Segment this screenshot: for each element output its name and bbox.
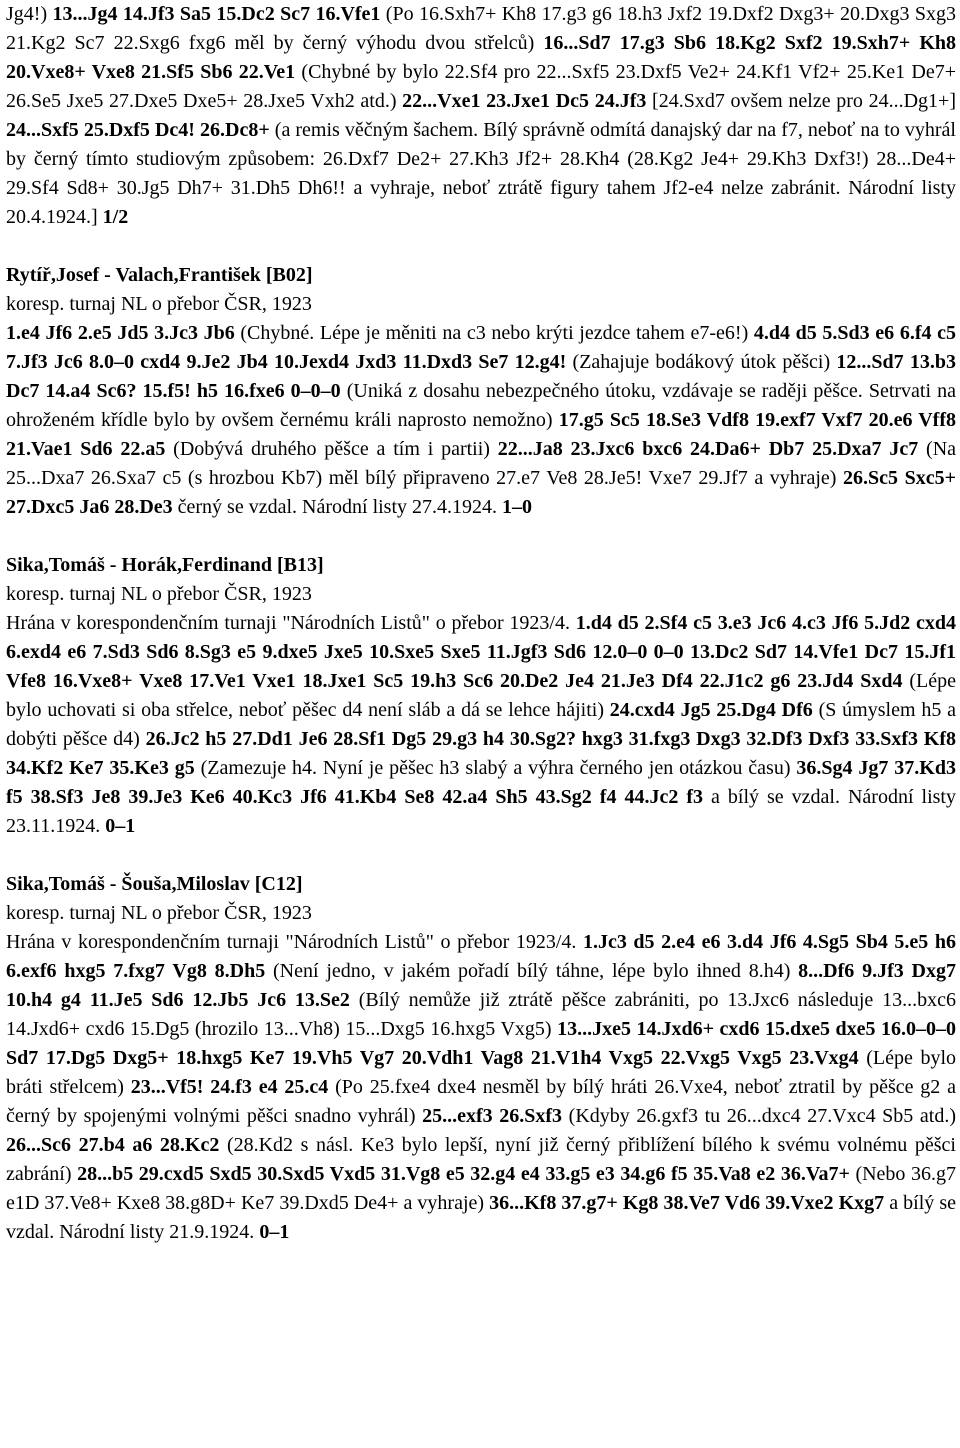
annotation-text: (S úmyslem h5 a dobýti pěšce d4)	[6, 699, 957, 750]
move-sequence: 26.Sc5 Sxc5+ 27.Dxc5 Ja6 28.De3	[6, 467, 956, 518]
move-sequence: 25...exf3 26.Sxf3	[422, 1105, 563, 1127]
game-1-moves	[6, 0, 956, 232]
document-page	[6, 0, 956, 1247]
annotation-text: Hrána v korespondenčním turnaji "Národních Listů" o přebor 1923/4.	[6, 931, 583, 953]
annotation-text: (Chybné. Lépe je měniti na c3 nebo krýti jezdce tahem e7-e6!)	[234, 322, 754, 344]
move-sequence: 17.g5 Sc5 18.Se3 Vdf8 19.exf7 Vxf7 20.e6 Vff8 21.Vae1 Sd6 22.a5	[6, 409, 956, 460]
annotation-text: a bílý se vzdal. Národní listy 21.9.1924.	[6, 1192, 956, 1243]
move-sequence: 0–1	[259, 1221, 290, 1243]
move-sequence: 0–1	[105, 815, 136, 837]
annotation-text: (Zamezuje h4. Nyní je pěšec h3 slabý a výhra černého jen otázkou času)	[194, 757, 797, 779]
game-3-moves	[6, 609, 956, 841]
game-3-event: koresp. turnaj NL o přebor ČSR, 1923	[6, 583, 312, 605]
move-sequence: 28...b5 29.cxd5 Sxd5 30.Sxd5 Vxd5 31.Vg8 e5 32.g4 e4 33.g5 e3 34.g6 f5 35.Va8 e2 36.Va7+	[77, 1163, 850, 1185]
game-2-title: Rytíř,Josef - Valach,František [B02]	[6, 264, 313, 286]
move-sequence: 13...Jxe5 14.Jxd6+ cxd6 15.dxe5 dxe5 16.0–0–0 Sd7 17.Dg5 Dxg5+ 18.hxg5 Ke7 19.Vh5 Vg7 20.Vdh1 Vag8 21.V1h4 Vxg5 22.Vxg5 Vxg5 23.Vxg4	[6, 1018, 957, 1069]
annotation-text: a bílý se vzdal. Národní listy 23.11.1924.	[6, 786, 956, 837]
move-sequence: 1.e4 Jf6 2.e5 Jd5 3.Jc3 Jb6	[6, 322, 235, 344]
annotation-text: (Uniká z dosahu nebezpečného útoku, vzdávaje se raději pěšce. Setrvati na ohroženém křídle bylo by ovšem černému králi naprosto nemožno)	[6, 380, 956, 431]
annotation-text: Jg4!)	[6, 3, 53, 25]
annotation-text: (Není jedno, v jakém pořadí bílý táhne, lépe bylo ihned 8.h4)	[265, 960, 799, 982]
annotation-text: (Nebo 36.g7 e1D 37.Ve8+ Kxe8 38.g8D+ Ke7 39.Dxd5 De4+ a vyhraje)	[6, 1163, 957, 1214]
annotation-text: (a remis věčným šachem. Bílý správně odmítá danajský dar na f7, neboť na to vyhrál by černý tímto studiovým způsobem: 26.Dxf7 De2+ 27.Kh3 Jf2+ 28.Kh4 (28.Kg2 Je4+ 29.Kh3 Dxf3!) 28...De4+ 29.Sf4 Sd8+ 30.Jg5 Dh7+ 31.Dh5 Dh6!! a vyhraje, neboť ztrátě figury tahem Jf2-e4 nelze zabránit. Národní listy 20.4.1924.]	[6, 119, 956, 228]
game-4-event: koresp. turnaj NL o přebor ČSR, 1923	[6, 902, 312, 924]
annotation-text: (Kdyby 26.gxf3 tu 26...dxc4 27.Vxc4 Sb5 atd.)	[562, 1105, 957, 1127]
move-sequence: 26...Sc6 27.b4 a6 28.Kc2	[6, 1134, 220, 1156]
move-sequence: 1.d4 d5 2.Sf4 c5 3.e3 Jc6 4.c3 Jf6 5.Jd2 cxd4 6.exd4 e6 7.Sd3 Sd6 8.Sg3 e5 9.dxe5 Jxe5 10.Sxe5 Sxe5 11.Jgf3 Sd6 12.0–0 0–0 13.Dc2 Sd7 14.Vfe1 Dc7 15.Jf1 Vfe8 16.Vxe8+ Vxe8 17.Ve1 Vxe1 18.Jxe1 Sc5 19.h3 Sc6 20.De2 Je4 21.Je3 Df4 22.J1c2 g6 23.Jd4 Sxd4	[6, 612, 956, 692]
annotation-text: (Lépe bylo bráti střelcem)	[6, 1047, 956, 1098]
move-sequence: 26.Jc2 h5 27.Dd1 Je6 28.Sf1 Dg5 29.g3 h4 30.Sg2? hxg3 31.fxg3 Dxg3 32.Df3 Dxf3 33.Sxf3 Kf8 34.Kf2 Ke7 35.Ke3 g5	[6, 728, 957, 779]
annotation-text: (Po 25.fxe4 dxe4 nesměl by bílý hráti 26.Vxe4, neboť ztratil by pěšce g2 a černý by spojenými volnými pěšci snadno vyhrál)	[6, 1076, 956, 1127]
move-sequence: 1/2	[102, 206, 129, 228]
move-sequence: 16...Sd7 17.g3 Sb6 18.Kg2 Sxf2 19.Sxh7+ Kh8 20.Vxe8+ Vxe8 21.Sf5 Sb6 22.Ve1	[6, 32, 956, 83]
annotation-text: (Na 25...Dxa7 26.Sxa7 c5 (s hrozbou Kb7) měl bílý připraveno 27.e7 Ve8 28.Je5! Vxe7 29.Jf7 a vyhraje)	[6, 438, 957, 489]
spacer	[6, 841, 956, 870]
move-sequence: 1–0	[502, 496, 533, 518]
annotation-text: Hrána v korespondenčním turnaji "Národních Listů" o přebor 1923/4.	[6, 612, 576, 634]
game-3-title: Sika,Tomáš - Horák,Ferdinand [B13]	[6, 554, 324, 576]
game-2-moves	[6, 319, 956, 522]
move-sequence: 24.cxd4 Jg5 25.Dg4 Df6	[609, 699, 813, 721]
spacer	[6, 522, 956, 551]
move-sequence: 22...Ja8 23.Jxc6 bxc6 24.Da6+ Db7 25.Dxa7 Jc7	[497, 438, 919, 460]
annotation-text: (Lépe bylo uchovati si oba střelce, neboť pěšec d4 není sláb a dá se lehce hájiti)	[6, 670, 956, 721]
move-sequence: 36.Sg4 Jg7 37.Kd3 f5 38.Sf3 Je8 39.Je3 Ke6 40.Kc3 Jf6 41.Kb4 Se8 42.a4 Sh5 43.Sg2 f4 44.Jc2 f3	[6, 757, 956, 808]
annotation-text: (28.Kd2 s násl. Ke3 bylo lepší, nyní již černý přiblížení bílého k svému volnému pěšci zabrání)	[6, 1134, 956, 1185]
move-sequence: 12...Sd7 13.b3 Dc7 14.a4 Sc6? 15.f5! h5 16.fxe6 0–0–0	[6, 351, 956, 402]
move-sequence: 36...Kf8 37.g7+ Kg8 38.Ve7 Vd6 39.Vxe2 Kxg7	[489, 1192, 885, 1214]
annotation-text: (Po 16.Sxh7+ Kh8 17.g3 g6 18.h3 Jxf2 19.Dxf2 Dxg3+ 20.Dxg3 Sxg3 21.Kg2 Sc7 22.Sxg6 fxg6 měl by černý výhodu dvou střelců)	[6, 3, 956, 54]
annotation-text: (Zahajuje bodákový útok pěšci)	[566, 351, 837, 373]
game-2-event: koresp. turnaj NL o přebor ČSR, 1923	[6, 293, 312, 315]
game-4-title: Sika,Tomáš - Šouša,Miloslav [C12]	[6, 873, 303, 895]
annotation-text: černý se vzdal. Národní listy 27.4.1924.	[172, 496, 503, 518]
annotation-text: (Bílý nemůže již ztrátě pěšce zabrániti, po 13.Jxc6 následuje 13...bxc6 14.Jxd6+ cxd6 15.Dg5 (hrozilo 13...Vh8) 15...Dxg5 16.hxg5 Vxg5)	[6, 989, 956, 1040]
move-sequence: 4.d4 d5 5.Sd3 e6 6.f4 c5 7.Jf3 Jc6 8.0–0 cxd4 9.Je2 Jb4 10.Jexd4 Jxd3 11.Dxd3 Se7 12.g4!	[6, 322, 956, 373]
move-sequence: 13...Jg4 14.Jf3 Sa5 15.Dc2 Sc7 16.Vfe1	[52, 3, 381, 25]
spacer	[6, 232, 956, 261]
annotation-text: (Chybné by bylo 22.Sf4 pro 22...Sxf5 23.Dxf5 Ve2+ 24.Kf1 Vf2+ 25.Ke1 De7+ 26.Se5 Jxe5 27.Dxe5 Dxe5+ 28.Jxe5 Vxh2 atd.)	[6, 61, 956, 112]
annotation-text: (Dobývá druhého pěšce a tím i partii)	[165, 438, 498, 460]
move-sequence: 22...Vxe1 23.Jxe1 Dc5 24.Jf3	[402, 90, 647, 112]
move-sequence: 24...Sxf5 25.Dxf5 Dc4! 26.Dc8+	[6, 119, 270, 141]
annotation-text: [24.Sxd7 ovšem nelze pro 24...Dg1+]	[646, 90, 956, 112]
game-4-moves	[6, 928, 956, 1247]
move-sequence: 8...Df6 9.Jf3 Dxg7 10.h4 g4 11.Je5 Sd6 12.Jb5 Jc6 13.Se2	[6, 960, 956, 1011]
move-sequence: 1.Jc3 d5 2.e4 e6 3.d4 Jf6 4.Sg5 Sb4 5.e5 h6 6.exf6 hxg5 7.fxg7 Vg8 8.Dh5	[6, 931, 957, 982]
move-sequence: 23...Vf5! 24.f3 e4 25.c4	[130, 1076, 329, 1098]
